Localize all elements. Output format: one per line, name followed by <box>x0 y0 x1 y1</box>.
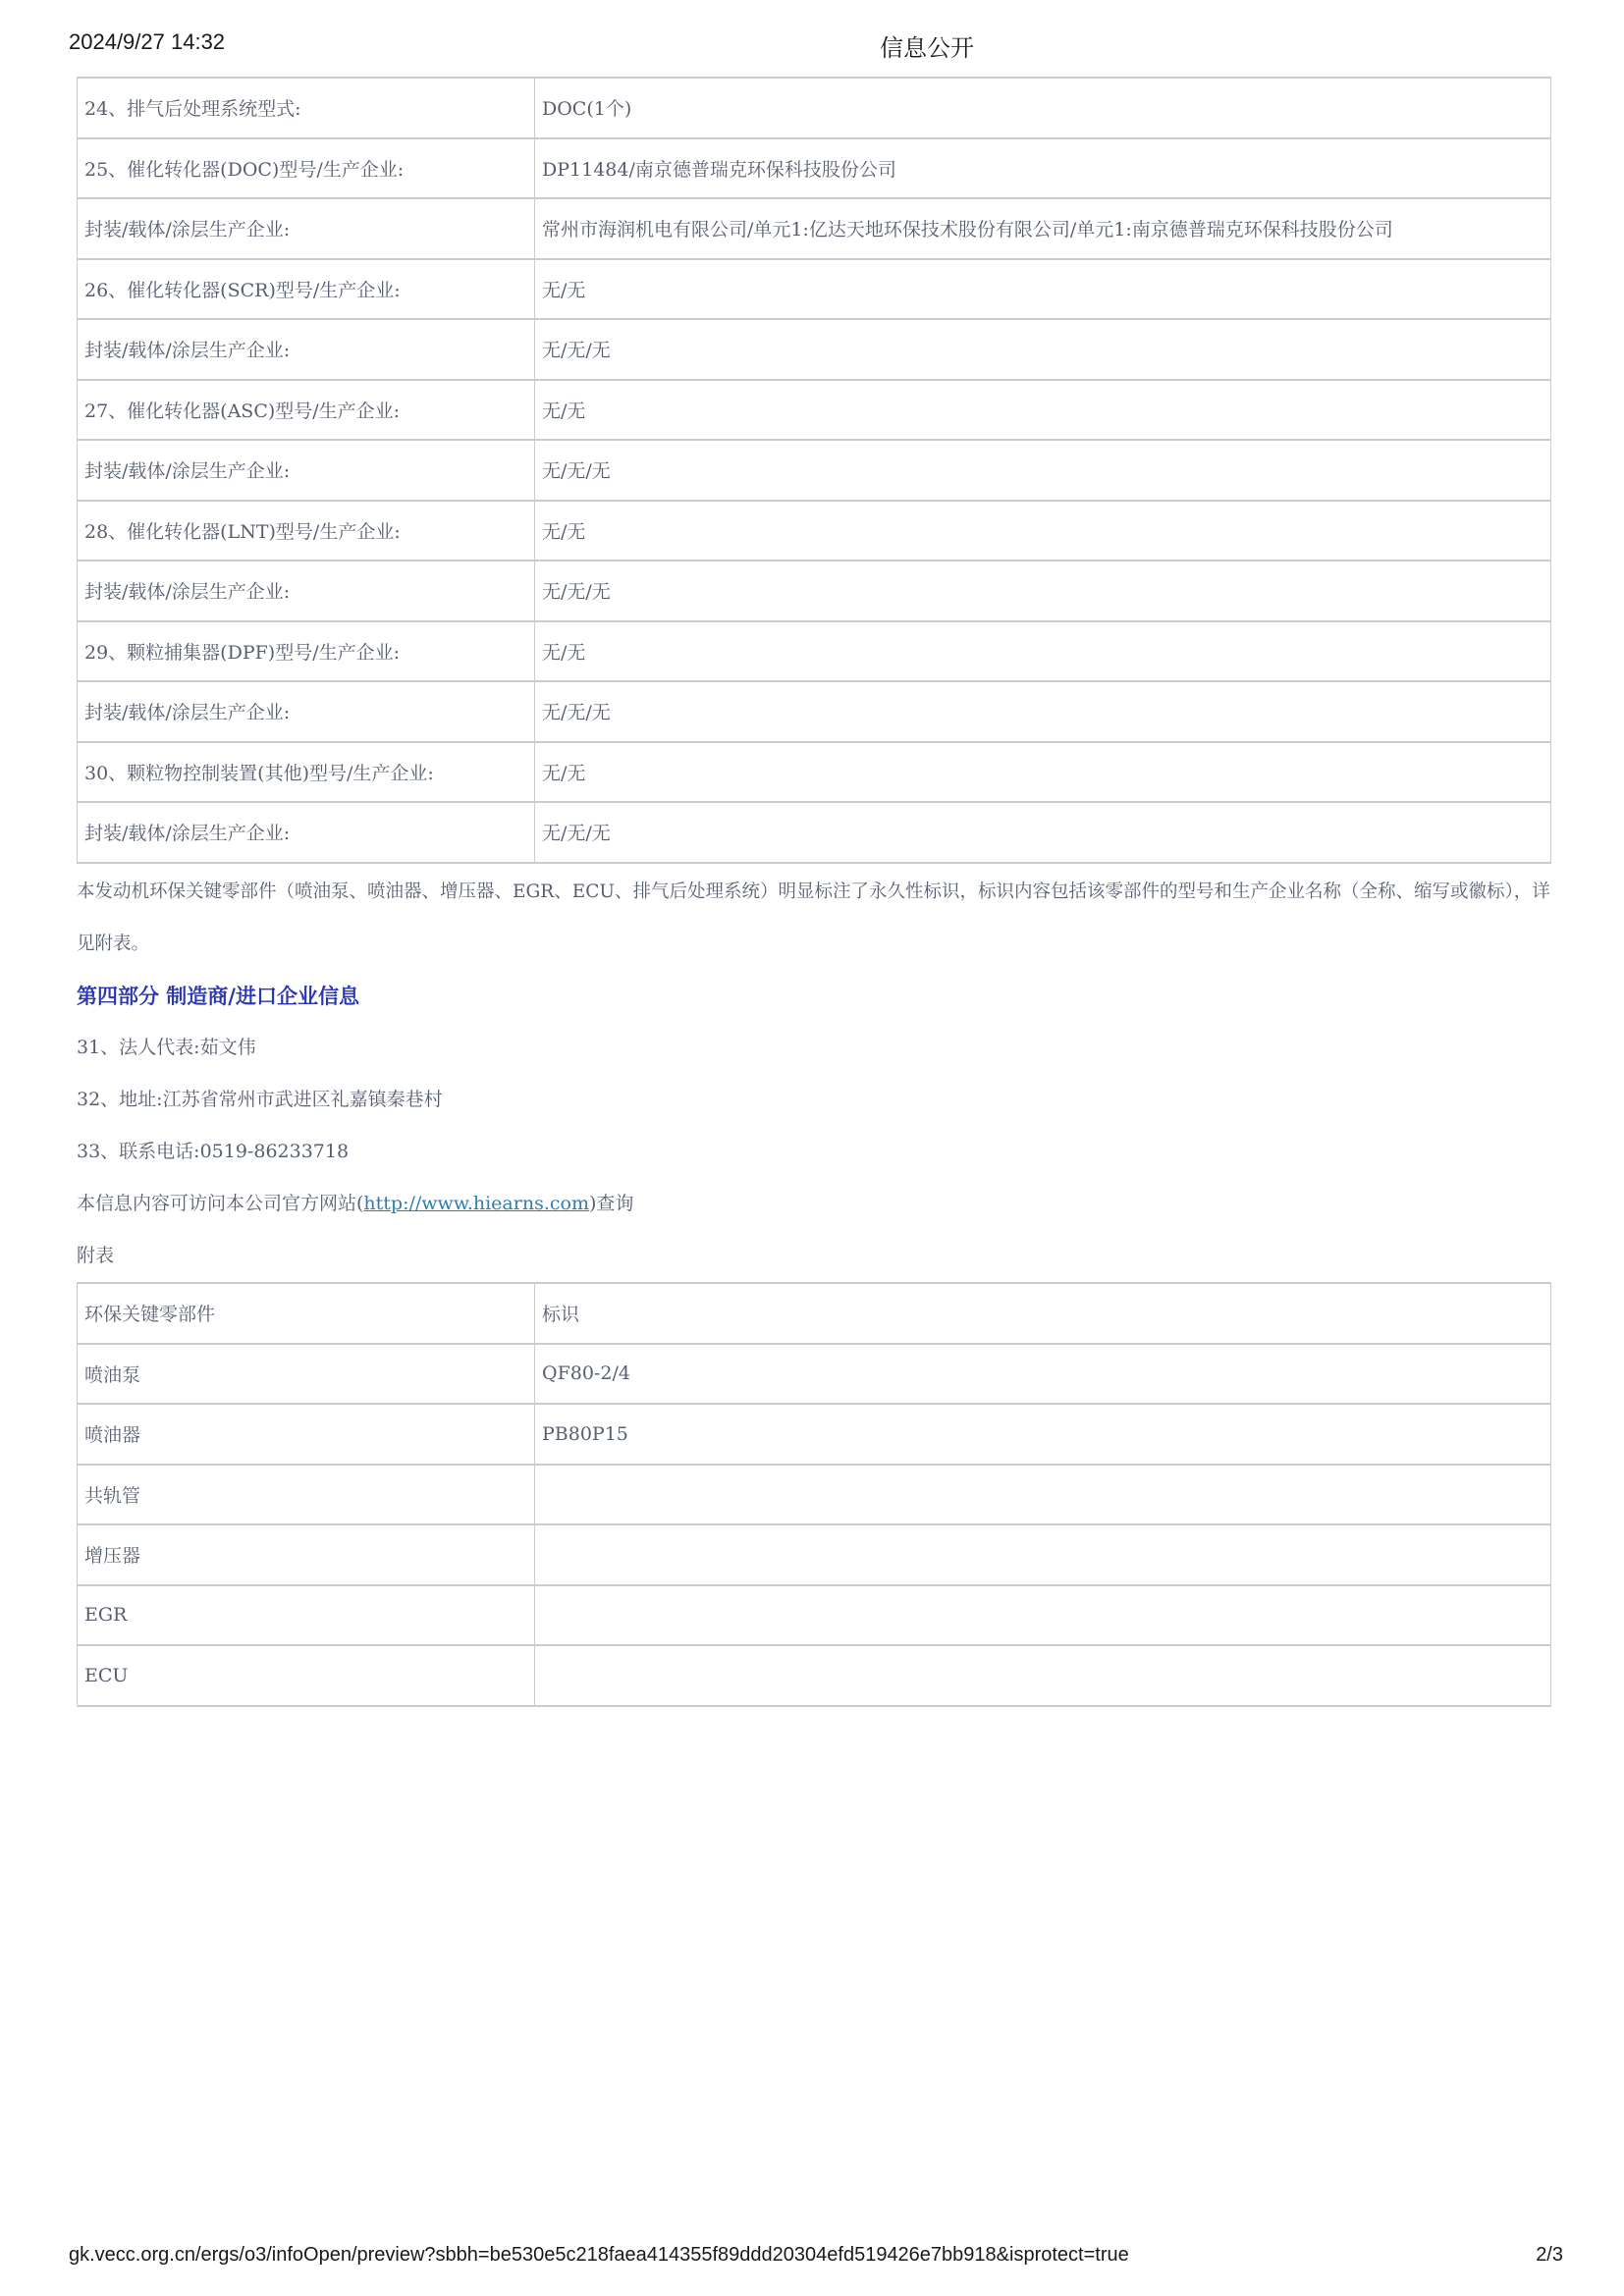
row-label-cell: 共轨管 <box>78 1465 535 1525</box>
row-label-cell: 24、排气后处理系统型式: <box>78 78 535 138</box>
legal-representative-line: 31、法人代表:茹文伟 <box>77 1037 256 1058</box>
row-value-cell <box>535 1465 1551 1525</box>
row-value-cell: 无/无/无 <box>535 681 1551 742</box>
row-value-cell: PB80P15 <box>535 1404 1551 1465</box>
table-row <box>78 198 1551 259</box>
row-value-cell <box>535 1585 1551 1646</box>
table-row <box>78 681 1551 742</box>
table-row <box>78 78 1551 138</box>
table-row <box>78 319 1551 380</box>
table-row <box>78 742 1551 803</box>
row-label-cell: ECU <box>78 1645 535 1706</box>
row-label-cell: 封装/载体/涂层生产企业: <box>78 681 535 742</box>
row-label-cell: EGR <box>78 1585 535 1646</box>
row-value-cell: 无/无 <box>535 621 1551 682</box>
row-label-cell: 封装/载体/涂层生产企业: <box>78 440 535 501</box>
table-row <box>78 802 1551 863</box>
page-title: 信息公开 <box>880 35 974 62</box>
row-label-cell: 封装/载体/涂层生产企业: <box>78 561 535 621</box>
row-label-cell: 26、催化转化器(SCR)型号/生产企业: <box>78 259 535 320</box>
row-value-cell: 常州市海润机电有限公司/单元1:亿达天地环保技术股份有限公司/单元1:南京德普瑞克环保科技股份公司 <box>535 198 1551 259</box>
table-row <box>78 1645 1551 1706</box>
table-row <box>78 440 1551 501</box>
table-row <box>78 621 1551 682</box>
row-value-cell: 无/无 <box>535 501 1551 561</box>
row-label-cell: 29、颗粒捕集器(DPF)型号/生产企业: <box>78 621 535 682</box>
column-header-marking: 标识 <box>535 1283 1551 1344</box>
row-label-cell: 喷油器 <box>78 1404 535 1465</box>
row-value-cell <box>535 1645 1551 1706</box>
row-label-cell: 封装/载体/涂层生产企业: <box>78 319 535 380</box>
row-label-cell: 封装/载体/涂层生产企业: <box>78 198 535 259</box>
row-value-cell: 无/无 <box>535 742 1551 803</box>
column-header-component: 环保关键零部件 <box>78 1283 535 1344</box>
permanent-marking-note: 本发动机环保关键零部件（喷油泵、喷油器、增压器、EGR、ECU、排气后处理系统）明显标注了永久性标识，标识内容包括该零部件的型号和生产企业名称（全称、缩写或徽标），详见附表。 <box>77 881 1550 954</box>
table-row <box>78 561 1551 621</box>
table-row <box>78 1585 1551 1646</box>
table-header-row <box>78 1283 1551 1344</box>
row-value-cell: QF80-2/4 <box>535 1344 1551 1405</box>
row-value-cell: DOC(1个) <box>535 78 1551 138</box>
print-header-datetime: 2024/9/27 14:32 <box>69 29 226 54</box>
appendix-label: 附表 <box>77 1245 115 1266</box>
print-footer-page-number: 2/3 <box>1536 2244 1563 2266</box>
table-row <box>78 259 1551 320</box>
emission-components-table <box>77 77 1551 864</box>
website-line <box>77 1191 633 1216</box>
print-footer-url: gk.vecc.org.cn/ergs/o3/infoOpen/preview?sbbh=be530e5c218faea414355f89ddd20304efd519426e7bb918&isprotect=true <box>69 2244 1129 2266</box>
row-label-cell: 增压器 <box>78 1524 535 1585</box>
row-value-cell: 无/无/无 <box>535 561 1551 621</box>
website-line-suffix: )查询 <box>588 1193 634 1214</box>
table-row <box>78 1344 1551 1405</box>
row-value-cell: 无/无 <box>535 380 1551 441</box>
table-row <box>78 1465 1551 1525</box>
row-value-cell: 无/无 <box>535 259 1551 320</box>
table-row <box>78 501 1551 561</box>
row-label-cell: 喷油泵 <box>78 1344 535 1405</box>
row-label-cell: 25、催化转化器(DOC)型号/生产企业: <box>78 138 535 199</box>
address-line: 32、地址:江苏省常州市武进区礼嘉镇秦巷村 <box>77 1089 443 1110</box>
row-value-cell: 无/无/无 <box>535 319 1551 380</box>
row-label-cell: 28、催化转化器(LNT)型号/生产企业: <box>78 501 535 561</box>
row-value-cell: 无/无/无 <box>535 802 1551 863</box>
table-row <box>78 138 1551 199</box>
table-row <box>78 1404 1551 1465</box>
table-row <box>78 1524 1551 1585</box>
company-website-link[interactable]: http://www.hiearns.com <box>363 1193 589 1214</box>
table-row <box>78 380 1551 441</box>
row-value-cell: 无/无/无 <box>535 440 1551 501</box>
row-label-cell: 27、催化转化器(ASC)型号/生产企业: <box>78 380 535 441</box>
appendix-markings-table <box>77 1282 1551 1707</box>
row-value-cell: DP11484/南京德普瑞克环保科技股份公司 <box>535 138 1551 199</box>
section4-heading: 第四部分 制造商/进口企业信息 <box>77 984 359 1008</box>
row-label-cell: 30、颗粒物控制装置(其他)型号/生产企业: <box>78 742 535 803</box>
row-value-cell <box>535 1524 1551 1585</box>
website-line-prefix: 本信息内容可访问本公司官方网站( <box>77 1193 364 1214</box>
phone-line: 33、联系电话:0519-86233718 <box>77 1141 350 1162</box>
row-label-cell: 封装/载体/涂层生产企业: <box>78 802 535 863</box>
